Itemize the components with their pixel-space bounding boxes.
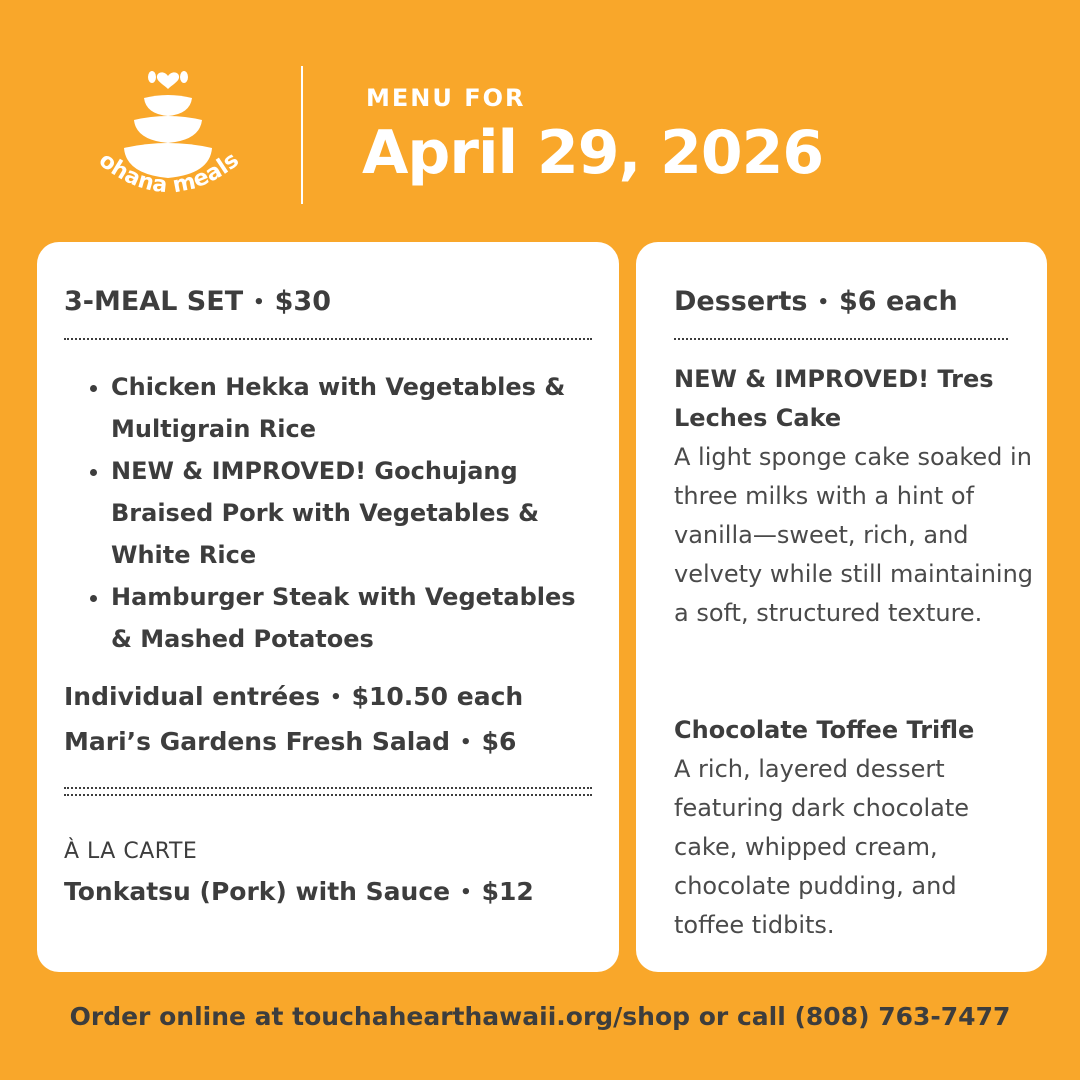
dessert-item bbox=[674, 711, 1034, 945]
separator-dot: • bbox=[330, 687, 342, 708]
meal-list bbox=[83, 366, 591, 660]
individual-entrees-price: $10.50 each bbox=[351, 682, 524, 711]
individual-entrees-label: Individual entrées bbox=[64, 682, 321, 711]
desserts-price: $6 each bbox=[839, 286, 958, 317]
desserts-title: Desserts bbox=[674, 286, 808, 317]
dessert-item bbox=[674, 360, 1034, 633]
dessert-description: A rich, layered dessert featuring dark chocolate cake, whipped cream, chocolate pudding, and toffee tidbits. bbox=[674, 755, 970, 939]
a-la-carte-title: À LA CARTE bbox=[64, 839, 198, 864]
meal-set-title: 3-MEAL SET bbox=[64, 286, 244, 317]
bowl-stack-icon bbox=[124, 71, 212, 178]
list-item: • NEW & IMPROVED! Gochujang Braised Pork with Vegetables & White Rice bbox=[111, 450, 591, 576]
individual-entrees-row bbox=[64, 682, 523, 711]
dessert-name: Chocolate Toffee Trifle bbox=[674, 716, 975, 744]
a-la-carte-item: Tonkatsu (Pork) with Sauce bbox=[64, 877, 451, 906]
salad-price: $6 bbox=[481, 727, 517, 756]
meal-set-heading bbox=[64, 286, 331, 317]
logo-text: ohana meals bbox=[94, 147, 244, 199]
dessert-name: NEW & IMPROVED! Tres Leches Cake bbox=[674, 365, 994, 432]
separator-dot: • bbox=[460, 732, 472, 753]
dotted-divider bbox=[64, 338, 592, 340]
meal-set-card bbox=[37, 242, 619, 972]
menu-date: April 29, 2026 bbox=[362, 118, 824, 188]
a-la-carte-row bbox=[64, 877, 534, 906]
menu-for-label: MENU FOR bbox=[366, 84, 526, 112]
dotted-divider bbox=[674, 338, 1008, 340]
desserts-heading bbox=[674, 286, 958, 317]
salad-label: Mari’s Gardens Fresh Salad bbox=[64, 727, 451, 756]
desserts-card bbox=[636, 242, 1047, 972]
dotted-divider bbox=[64, 794, 592, 796]
list-item: • Chicken Hekka with Vegetables & Multigrain Rice bbox=[111, 366, 591, 450]
order-footer: Order online at touchahearthawaii.org/shop or call (808) 763-7477 bbox=[69, 1002, 1011, 1031]
separator-dot: • bbox=[460, 882, 472, 903]
list-item: • Hamburger Steak with Vegetables & Mashed Potatoes bbox=[111, 576, 591, 660]
separator-dot: • bbox=[817, 292, 829, 313]
a-la-carte-price: $12 bbox=[481, 877, 534, 906]
salad-row bbox=[64, 727, 516, 756]
dotted-divider bbox=[64, 787, 592, 789]
header-divider bbox=[301, 66, 303, 204]
separator-dot: • bbox=[253, 292, 265, 313]
meal-set-price: $30 bbox=[274, 286, 332, 317]
ohana-meals-logo bbox=[80, 62, 260, 212]
dessert-description: A light sponge cake soaked in three milks with a hint of vanilla—sweet, rich, and velvety while still maintaining a soft, structured texture. bbox=[674, 443, 1034, 627]
